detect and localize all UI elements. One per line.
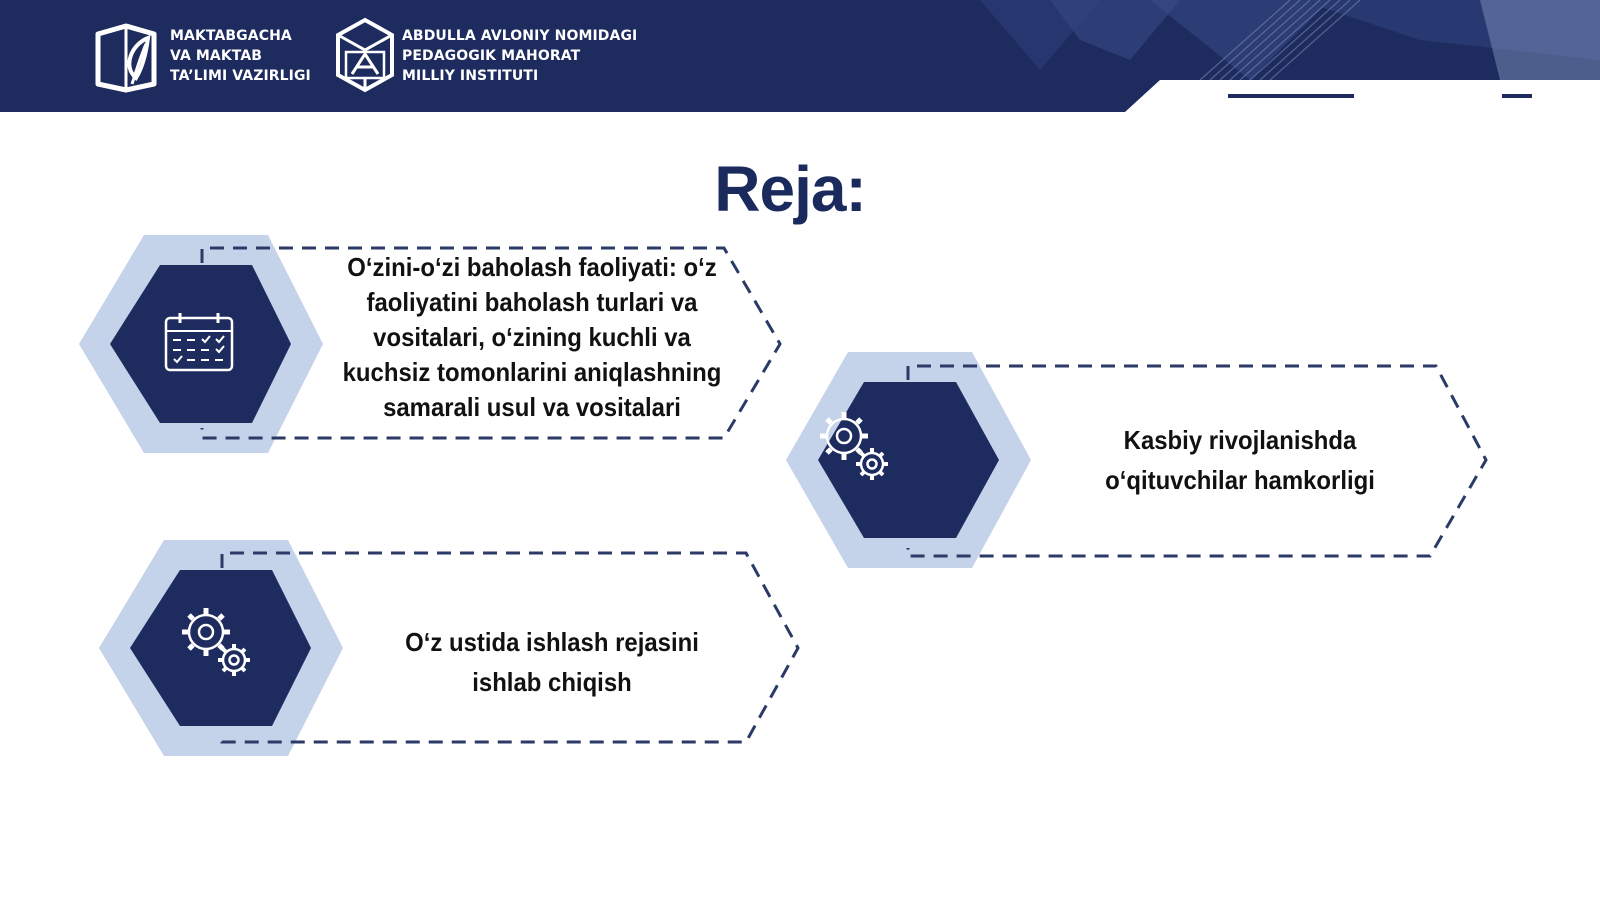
institute-name-line: PEDAGOGIK MAHORAT bbox=[402, 48, 581, 64]
plan-item-1-line: faoliyatini baholash turlari va bbox=[366, 287, 698, 317]
plan-item-1-line: vositalari, o‘zining kuchli va bbox=[373, 322, 691, 352]
plan-item-1-line: kuchsiz tomonlarini aniqlashning bbox=[342, 357, 722, 387]
slide-title: Reja: bbox=[714, 153, 866, 225]
plan-item-2-text bbox=[1065, 420, 1415, 500]
plan-item-1-line: O‘zini-o‘zi baholash faoliyati: o‘z bbox=[347, 252, 717, 282]
plan-item-3-text bbox=[377, 622, 727, 702]
plan-item-3-line: O‘z ustida ishlash rejasini bbox=[405, 627, 699, 657]
plan-item-1-line: samarali usul va vositalari bbox=[383, 392, 681, 422]
plan-item-1-text bbox=[339, 250, 725, 425]
ministry-name-line: TA’LIMI VAZIRLIGI bbox=[170, 68, 311, 84]
plan-item-2-line: o‘qituvchilar hamkorligi bbox=[1105, 465, 1375, 495]
plan-item-3-line: ishlab chiqish bbox=[472, 667, 632, 697]
institute-name-line: ABDULLA AVLONIY NOMIDAGI bbox=[402, 28, 638, 44]
institute-name-line: MILLIY INSTITUTI bbox=[402, 68, 539, 84]
ministry-name-line: VA MAKTAB bbox=[170, 48, 263, 64]
ministry-name-line: MAKTABGACHA bbox=[170, 28, 292, 44]
plan-item-2-line: Kasbiy rivojlanishda bbox=[1123, 425, 1357, 455]
